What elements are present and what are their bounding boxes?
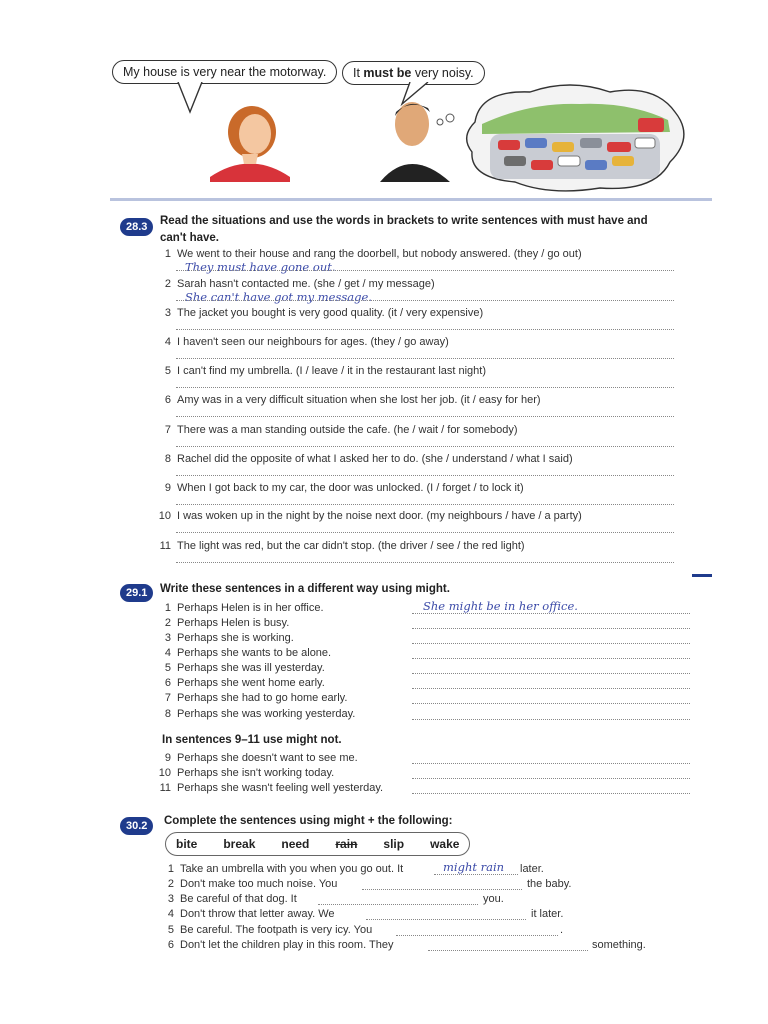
instr-28-3-c: and <box>623 215 648 227</box>
list-item <box>155 767 334 779</box>
word-bite: bite <box>176 837 198 851</box>
list-item <box>158 939 393 951</box>
item-text: Be careful. The footpath is very icy. You <box>180 924 373 936</box>
instr-30-2-a: Complete the sentences using <box>164 815 334 827</box>
answer-line[interactable] <box>176 329 674 330</box>
list-item <box>155 752 358 764</box>
item-number: 5 <box>164 365 171 377</box>
item-number: 3 <box>164 632 171 644</box>
item-text: Take an umbrella with you when you go out. It <box>180 863 404 875</box>
item-text: Be careful of that dog. It <box>180 893 297 905</box>
exercise-badge-28-3: 28.3 <box>120 218 153 236</box>
item-number: 1 <box>164 248 171 260</box>
item-text-after: later. <box>520 863 544 875</box>
item-text: Perhaps she doesn't want to see me. <box>177 752 358 764</box>
list-item <box>155 647 331 659</box>
answer-text: She can't have got my message. <box>185 290 372 304</box>
answer-line[interactable] <box>366 919 526 920</box>
speech-right-post: very noisy. <box>411 66 474 80</box>
answer-text: They must have gone out. <box>185 260 336 274</box>
exercise-badge-30-2: 30.2 <box>120 817 153 835</box>
answer-line[interactable] <box>412 688 690 689</box>
word-slip: slip <box>383 837 405 851</box>
item-text: Perhaps she wants to be alone. <box>177 647 332 659</box>
item-text: Perhaps she was working yesterday. <box>177 708 356 720</box>
word-box <box>165 832 470 856</box>
item-number: 9 <box>164 482 171 494</box>
list-item <box>155 540 525 552</box>
thought-cloud-traffic <box>467 85 684 191</box>
man-figure <box>380 102 454 182</box>
item-number: 4 <box>164 647 171 659</box>
list-item <box>155 307 483 319</box>
answer-line[interactable] <box>412 658 690 659</box>
item-text: The light was red, but the car didn't stop. (the driver / see / the red light) <box>177 540 525 552</box>
item-number: 2 <box>164 617 171 629</box>
list-item <box>155 692 347 704</box>
item-number: 10 <box>158 767 171 779</box>
item-text: Perhaps Helen is busy. <box>177 617 290 629</box>
item-text-after: the baby. <box>527 878 572 890</box>
item-text: Amy was in a very difficult situation when she lost her job. (it / easy for her) <box>177 394 541 406</box>
item-text-after: it later. <box>531 908 564 920</box>
item-text: The jacket you bought is very good quality. (it / very expensive) <box>177 307 484 319</box>
word-wake: wake <box>430 837 460 851</box>
exercise-29-1-subinstruction <box>162 732 342 749</box>
list-item <box>158 893 297 905</box>
exercise-28-3-instruction <box>160 213 680 247</box>
answer-line[interactable] <box>176 270 674 271</box>
item-number: 2 <box>167 878 174 890</box>
item-number: 7 <box>164 424 171 436</box>
item-number: 7 <box>164 692 171 704</box>
bubble-tail-left <box>178 82 202 112</box>
item-number: 4 <box>164 336 171 348</box>
item-number: 9 <box>164 752 171 764</box>
answer-line[interactable] <box>176 475 674 476</box>
exercise-30-2-instruction <box>164 813 453 830</box>
item-number: 1 <box>167 863 174 875</box>
answer-line[interactable] <box>176 300 674 301</box>
answer-line[interactable] <box>362 889 522 890</box>
instr-28-3-d: can't have <box>160 232 216 244</box>
answer-text: might rain <box>443 860 505 874</box>
item-text: Don't let the children play in this room. They <box>180 939 394 951</box>
item-text-after: something. <box>592 939 646 951</box>
item-text: Perhaps she wasn't feeling well yesterday. <box>177 782 384 794</box>
item-text: I was woken up in the night by the noise next door. (my neighbours / have / a party) <box>177 510 582 522</box>
list-item <box>155 602 324 614</box>
item-number: 11 <box>159 782 171 794</box>
item-number: 4 <box>167 908 174 920</box>
item-text: Perhaps she isn't working today. <box>177 767 335 779</box>
item-text-after: . <box>560 924 564 936</box>
answer-line[interactable] <box>176 387 674 388</box>
list-item <box>155 510 582 522</box>
list-item <box>155 248 582 260</box>
item-number: 6 <box>164 677 171 689</box>
item-number: 11 <box>159 540 171 552</box>
item-number: 1 <box>164 602 171 614</box>
item-number: 3 <box>164 307 171 319</box>
speech-bubble-left <box>112 60 337 84</box>
item-number: 10 <box>158 510 171 522</box>
item-number: 5 <box>167 924 174 936</box>
exercise-29-1-instruction <box>160 581 450 598</box>
answer-line[interactable] <box>412 763 690 764</box>
sub-29-1-c: . <box>338 734 342 746</box>
item-number: 6 <box>164 394 171 406</box>
item-text: Sarah hasn't contacted me. (she / get / my message) <box>177 278 435 290</box>
answer-line[interactable] <box>176 532 674 533</box>
speech-bubble-left-text: My house is very near the motorway. <box>123 65 327 79</box>
instr-29-1-b: might <box>415 583 447 595</box>
instr-29-1-c: . <box>446 583 450 595</box>
item-text: We went to their house and rang the doorbell, but nobody answered. (they / go out) <box>177 248 582 260</box>
list-item <box>158 924 372 936</box>
list-item <box>158 863 403 875</box>
item-text: When I got back to my car, the door was unlocked. (I / forget / to lock it) <box>177 482 524 494</box>
list-item <box>155 394 541 406</box>
list-item <box>155 782 383 794</box>
speech-right-bold: must be <box>363 66 412 80</box>
answer-line[interactable] <box>412 673 690 674</box>
word-need: need <box>281 837 310 851</box>
item-text: Don't make too much noise. You <box>180 878 338 890</box>
list-item <box>158 878 337 890</box>
bubble-tail-right <box>402 82 428 104</box>
list-item <box>155 336 449 348</box>
item-number: 6 <box>167 939 174 951</box>
answer-line[interactable] <box>412 703 690 704</box>
answer-line[interactable] <box>428 950 588 951</box>
list-item <box>155 632 294 644</box>
item-text: I haven't seen our neighbours for ages. (they / go away) <box>177 336 449 348</box>
answer-line[interactable] <box>176 504 674 505</box>
item-number: 2 <box>164 278 171 290</box>
answer-text: She might be in her office. <box>423 599 578 613</box>
answer-line[interactable] <box>412 778 690 779</box>
list-item <box>155 424 518 436</box>
answer-line[interactable] <box>412 643 690 644</box>
word-break: break <box>223 837 256 851</box>
sub-29-1-a: In sentences 9–11 use <box>162 734 287 746</box>
answer-line[interactable] <box>176 562 674 563</box>
list-item <box>155 482 524 494</box>
item-text: Don't throw that letter away. We <box>180 908 335 920</box>
item-text: Perhaps she is working. <box>177 632 294 644</box>
list-item <box>155 617 289 629</box>
item-number: 8 <box>164 708 171 720</box>
item-text-after: you. <box>483 893 504 905</box>
instr-28-3-a: Read the situations and use the words in brackets to write sentences with <box>160 215 568 227</box>
list-item <box>155 453 573 465</box>
item-text: I can't find my umbrella. (I / leave / it in the restaurant last night) <box>177 365 487 377</box>
illustration-people-traffic <box>110 82 710 197</box>
exercise-badge-29-1: 29.1 <box>120 584 153 602</box>
answer-line[interactable] <box>412 613 690 614</box>
list-item <box>155 278 435 290</box>
item-number: 8 <box>164 453 171 465</box>
section-divider <box>110 198 712 201</box>
item-text: Perhaps she was ill yesterday. <box>177 662 325 674</box>
answer-line[interactable] <box>412 628 690 629</box>
instr-30-2-b: might <box>333 815 365 827</box>
answer-line[interactable] <box>176 446 674 447</box>
word-rain-used: rain <box>335 837 358 851</box>
answer-line[interactable] <box>434 874 518 875</box>
answer-line[interactable] <box>412 719 690 720</box>
list-item <box>155 365 486 377</box>
item-text: Rachel did the opposite of what I asked her to do. (she / understand / what I said) <box>177 453 573 465</box>
instr-28-3-b: must have <box>567 215 624 227</box>
list-item <box>155 677 325 689</box>
woman-figure <box>210 106 290 182</box>
answer-line[interactable] <box>412 793 690 794</box>
sub-29-1-b: might not <box>286 734 339 746</box>
instr-28-3-e: . <box>215 232 219 244</box>
item-number: 3 <box>167 893 174 905</box>
speech-right-pre: It <box>353 66 364 80</box>
instr-30-2-c: + the following: <box>364 815 453 827</box>
item-number: 5 <box>164 662 171 674</box>
answer-line[interactable] <box>396 935 558 936</box>
instr-29-1-a: Write these sentences in a different way using <box>160 583 416 595</box>
answer-line[interactable] <box>318 904 478 905</box>
item-text: Perhaps she had to go home early. <box>177 692 348 704</box>
answer-line[interactable] <box>176 416 674 417</box>
list-item <box>158 908 335 920</box>
item-text: Perhaps Helen is in her office. <box>177 602 324 614</box>
list-item <box>155 662 325 674</box>
page-edge-marker <box>692 574 712 577</box>
item-text: Perhaps she went home early. <box>177 677 325 689</box>
answer-line[interactable] <box>176 358 674 359</box>
item-text: There was a man standing outside the cafe. (he / wait / for somebody) <box>177 424 518 436</box>
list-item <box>155 708 355 720</box>
